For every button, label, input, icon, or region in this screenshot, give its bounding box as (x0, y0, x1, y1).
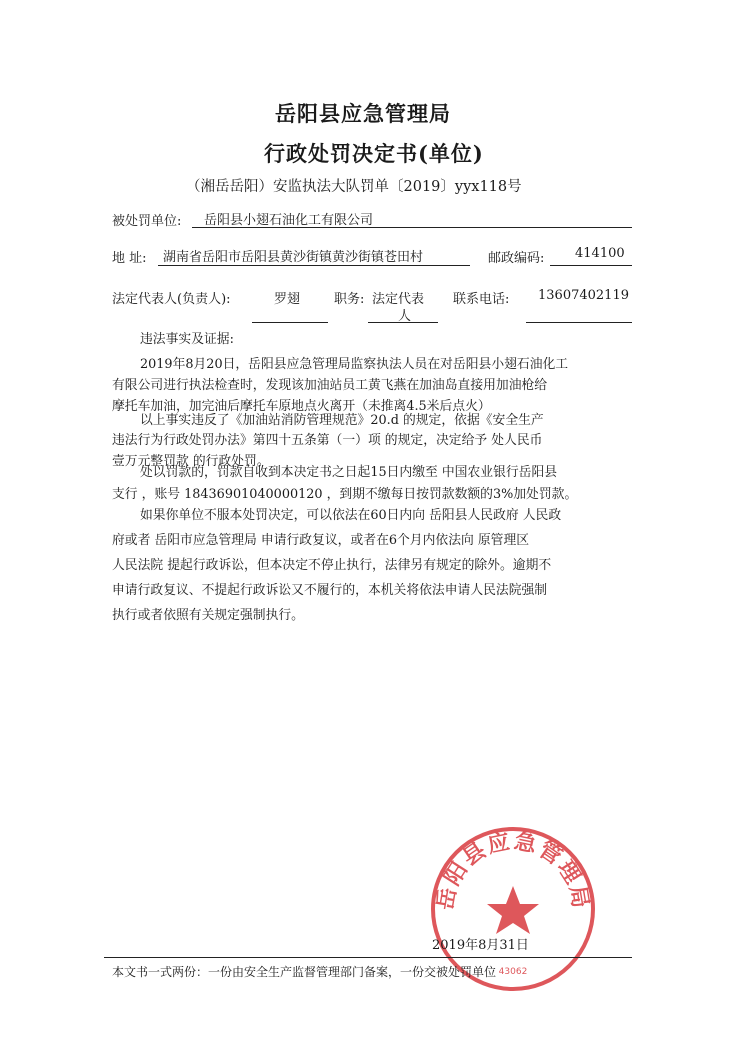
footer-note: 本文书一式两份：一份由安全生产监督管理部门备案，一份交被处罚单位 (112, 965, 497, 979)
violation-line-2: 违法行为行政处罚办法》第四十五条第（一）项 的规定，决定给予 处人民币 (112, 433, 543, 448)
address-underline (158, 265, 470, 266)
facts-line-1: 2019年8月20日，岳阳县应急管理局监察执法人员在对岳阳县小翅石油化工 (140, 357, 569, 372)
org-title: 岳阳县应急管理局 (275, 101, 451, 126)
zip-label: 邮政编码: (488, 251, 545, 266)
seal-number: 43062 (498, 967, 528, 977)
payment-line-1: 处以罚款的，罚款自收到本决定书之日起15日内缴至 中国农业银行岳阳县 (140, 465, 558, 480)
facts-heading: 违法事实及证据: (140, 332, 234, 347)
representative-underline (252, 322, 328, 323)
position-label: 职务: (334, 292, 365, 307)
representative-label: 法定代表人(负责人): (112, 292, 231, 307)
unit-label: 被处罚单位: (112, 214, 182, 229)
zip-underline (550, 265, 632, 266)
appeal-line-2: 府或者 岳阳市应急管理局 申请行政复议，或者在6个月内依法向 原管理区 (112, 533, 530, 548)
violation-line-1: 以上事实违反了《加油站消防管理规范》20.d 的规定，依据《安全生产 (140, 413, 544, 428)
phone-value: 13607402119 (538, 288, 629, 303)
facts-line-3: 摩托车加油，加完油后摩托车原地点火离开（未推离4.5米后点火） (112, 399, 491, 414)
unit-value: 岳阳县小翅石油化工有限公司 (204, 213, 374, 228)
appeal-line-1: 如果你单位不服本处罚决定，可以依法在60日内向 岳阳县人民政府 人民政 (140, 508, 562, 523)
appeal-line-3: 人民法院 提起行政诉讼，但本决定不停止执行，法律另有规定的除外。逾期不 (112, 558, 552, 573)
zip-value: 414100 (575, 246, 625, 261)
violation-line-3: 壹万元整罚款 的行政处罚。 (112, 454, 270, 469)
reference-number: （湘岳岳阳）安监执法大队罚单〔2019〕yyx118号 (186, 179, 522, 195)
seal-text: 岳阳县应急管理局 (432, 828, 594, 912)
appeal-line-4: 申请行政复议、不提起行政诉讼又不履行的，本机关将依法申请人民法院强制 (112, 583, 548, 598)
seal-star-icon (487, 886, 539, 934)
position-value-cont: 人 (398, 309, 412, 324)
footer-rule (104, 957, 632, 958)
representative-value: 罗翅 (274, 292, 301, 307)
doc-title: 行政处罚决定书(单位) (264, 141, 484, 166)
payment-line-2: 支行 ，账号 18436901040000120 ，到期不缴每日按罚款数额的3%加处罚款。 (112, 487, 578, 502)
position-value: 法定代表 (372, 292, 425, 307)
issue-date: 2019年8月31日 (432, 938, 529, 953)
address-label: 地 址: (112, 251, 147, 266)
phone-underline (526, 322, 632, 323)
address-value: 湖南省岳阳市岳阳县黄沙街镇黄沙街镇苍田村 (163, 250, 424, 265)
facts-line-2: 有限公司进行执法检查时，发现该加油站员工黄飞燕在加油岛直接用加油枪给 (112, 378, 548, 393)
appeal-line-5: 执行或者依照有关规定强制执行。 (112, 608, 304, 623)
phone-label: 联系电话: (453, 292, 510, 307)
